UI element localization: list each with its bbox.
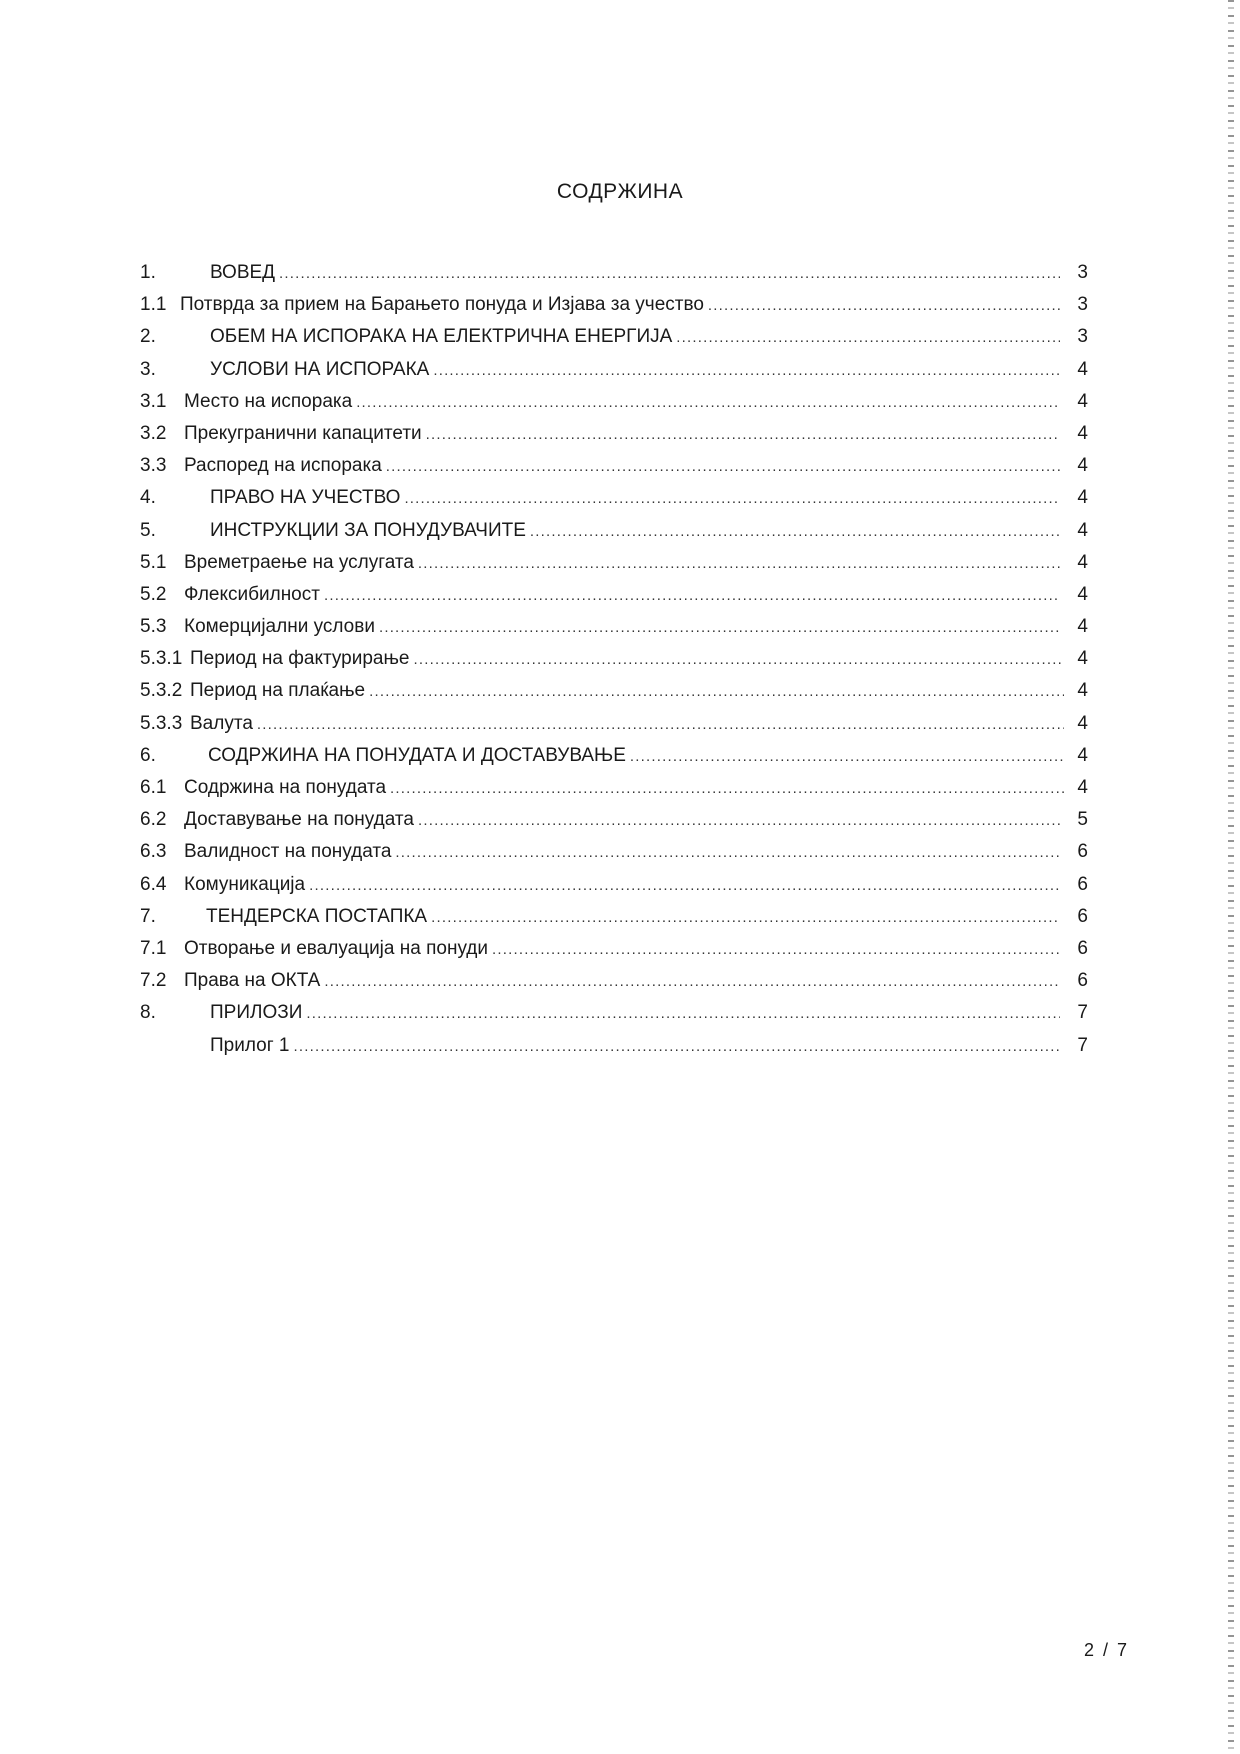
toc-entry[interactable] [140,326,1088,358]
toc-entry-number: 1. [140,262,156,283]
toc-entry-page: 4 [1077,487,1088,509]
toc-entry-number: 5.1 [140,551,167,573]
toc-entry-label: ВОВЕД [210,262,276,283]
toc-entry[interactable] [140,262,1088,294]
toc-entry[interactable] [140,1035,1088,1067]
toc-entry-page: 4 [1077,390,1088,412]
toc-entry-number: 5.3.3 [140,712,183,734]
table-of-contents [140,262,1088,1067]
toc-entry-number: 7.2 [140,970,167,992]
dot-leader [257,716,1064,733]
toc-entry[interactable] [140,745,1088,777]
toc-entry[interactable] [140,938,1088,970]
toc-entry-number: 6.4 [140,873,167,895]
toc-entry-page: 7 [1077,1002,1088,1024]
toc-entry-number: 4. [140,487,156,509]
dot-leader [309,877,1060,894]
dot-leader [418,555,1060,572]
toc-entry-label: СОДРЖИНА НА ПОНУДАТА И ДОСТАВУВАЊЕ [208,744,626,766]
toc-entry[interactable] [140,777,1088,809]
dot-leader [431,909,1060,926]
toc-entry-number: 6.2 [140,809,167,831]
toc-entry-page: 4 [1077,744,1088,766]
toc-entry[interactable] [140,423,1088,455]
toc-title: СОДРЖИНА [556,180,684,203]
toc-entry-number: 6.1 [140,777,167,798]
toc-entry-label: ИНСТРУКЦИИ ЗА ПОНУДУВАЧИТЕ [210,519,526,541]
toc-entry-label: Период на фактурирање [190,648,410,670]
toc-entry-label: Доставување на понудата [184,809,414,831]
toc-entry-label: Содржина на понудата [184,777,387,798]
scan-artifact-edge [1228,0,1234,1754]
dot-leader [293,1038,1060,1055]
toc-entry-number: 6. [140,744,156,766]
toc-entry-label: Комерцијални услови [184,616,375,638]
toc-entry-label: ТЕНДЕРСКА ПОСТАПКА [206,905,428,927]
toc-entry-label: Права на ОКТА [184,970,321,992]
toc-entry-label: Потврда за прием на Барањето понуда и Изјава за учество [180,294,704,316]
toc-entry[interactable] [140,809,1088,841]
toc-entry-number: 5.3.2 [140,680,183,702]
toc-entry-page: 3 [1077,326,1088,348]
toc-entry-page: 3 [1077,294,1088,316]
toc-entry-page: 6 [1077,873,1088,895]
toc-entry-label: Комуникација [184,873,306,895]
toc-entry-page: 4 [1077,422,1088,444]
toc-entry[interactable] [140,455,1088,487]
toc-entry-label: Период на плаќање [190,680,366,702]
toc-entry-label: Место на испорака [184,390,353,412]
toc-entry-page: 6 [1077,841,1088,863]
page-number: 2 / 7 [1084,1640,1130,1660]
dot-leader [414,651,1064,668]
toc-entry[interactable] [140,584,1088,616]
dot-leader [306,1005,1060,1022]
toc-entry-page: 4 [1077,455,1088,477]
toc-entry-page: 6 [1077,970,1088,992]
toc-entry-number: 8. [140,1002,156,1024]
dot-leader [530,523,1060,540]
toc-entry-page: 7 [1077,1034,1088,1056]
toc-entry-page: 6 [1077,937,1088,959]
toc-entry[interactable] [140,970,1088,1002]
toc-entry-page: 4 [1077,519,1088,541]
toc-entry[interactable] [140,391,1088,423]
toc-entry-page: 4 [1077,583,1088,605]
dot-leader [708,297,1060,314]
toc-entry-number: 5.3.1 [140,648,183,670]
toc-entry[interactable] [140,874,1088,906]
toc-entry-page: 6 [1077,905,1088,927]
toc-entry-label: Прилог 1 [210,1034,290,1056]
toc-entry-page: 4 [1077,358,1088,380]
dot-leader [418,812,1060,829]
toc-entry[interactable] [140,552,1088,584]
toc-entry-label: Времетраење на услугата [184,551,414,573]
dot-leader [324,587,1060,604]
dot-leader [379,619,1060,636]
toc-entry-number: 7. [140,905,156,927]
toc-entry-number: 5. [140,519,156,541]
toc-entry[interactable] [140,359,1088,391]
dot-leader [426,426,1060,443]
toc-entry-number: 2. [140,326,156,348]
toc-entry[interactable] [140,680,1088,712]
toc-entry-page: 4 [1077,680,1088,702]
toc-entry-number: 3.3 [140,455,167,477]
toc-entry-label: ПРИЛОЗИ [210,1002,303,1024]
toc-entry[interactable] [140,648,1088,680]
toc-entry-number: 7.1 [140,937,167,959]
toc-entry-number: 3.1 [140,390,167,412]
dot-leader [279,265,1060,282]
toc-entry-label: ПРАВО НА УЧЕСТВО [210,487,401,509]
toc-entry-number: 6.3 [140,841,167,863]
toc-entry-number: 5.2 [140,583,167,605]
dot-leader [395,844,1060,861]
toc-entry-page: 5 [1077,809,1088,831]
toc-entry-label: Прекугранични капацитети [184,422,422,444]
dot-leader [433,362,1060,379]
toc-entry-label: Флексибилност [184,583,320,605]
toc-entry-page: 4 [1077,777,1088,798]
dot-leader [492,941,1060,958]
toc-entry[interactable] [140,487,1088,519]
dot-leader [404,490,1060,507]
dot-leader [369,683,1064,700]
toc-entry[interactable] [140,294,1088,326]
dot-leader [676,329,1060,346]
toc-entry-page: 3 [1077,262,1088,283]
dot-leader [356,394,1060,411]
toc-entry-label: Валута [190,712,253,734]
toc-entry-page: 4 [1077,648,1088,670]
toc-entry-label: ОБЕМ НА ИСПОРАКА НА ЕЛЕКТРИЧНА ЕНЕРГИЈА [210,326,673,348]
toc-entry[interactable] [140,906,1088,938]
toc-entry[interactable] [140,1002,1088,1034]
toc-entry[interactable] [140,520,1088,552]
toc-entry[interactable] [140,616,1088,648]
toc-entry-number: 3. [140,358,156,380]
toc-entry[interactable] [140,713,1088,745]
toc-entry-page: 4 [1077,616,1088,638]
toc-entry-number: 5.3 [140,616,167,638]
toc-entry-label: Отворање и евалуација на понуди [184,937,489,959]
toc-entry-number: 3.2 [140,422,167,444]
dot-leader [386,458,1060,475]
dot-leader [390,780,1064,797]
toc-entry-number: 1.1 [140,294,167,316]
toc-entry-label: Валидност на понудата [184,841,392,863]
toc-entry-page: 4 [1077,712,1088,734]
toc-entry-label: УСЛОВИ НА ИСПОРАКА [210,358,430,380]
toc-entry-label: Распоред на испорака [184,455,382,477]
dot-leader [630,748,1064,765]
toc-entry[interactable] [140,841,1088,873]
dot-leader [324,973,1060,990]
toc-entry-page: 4 [1077,551,1088,573]
